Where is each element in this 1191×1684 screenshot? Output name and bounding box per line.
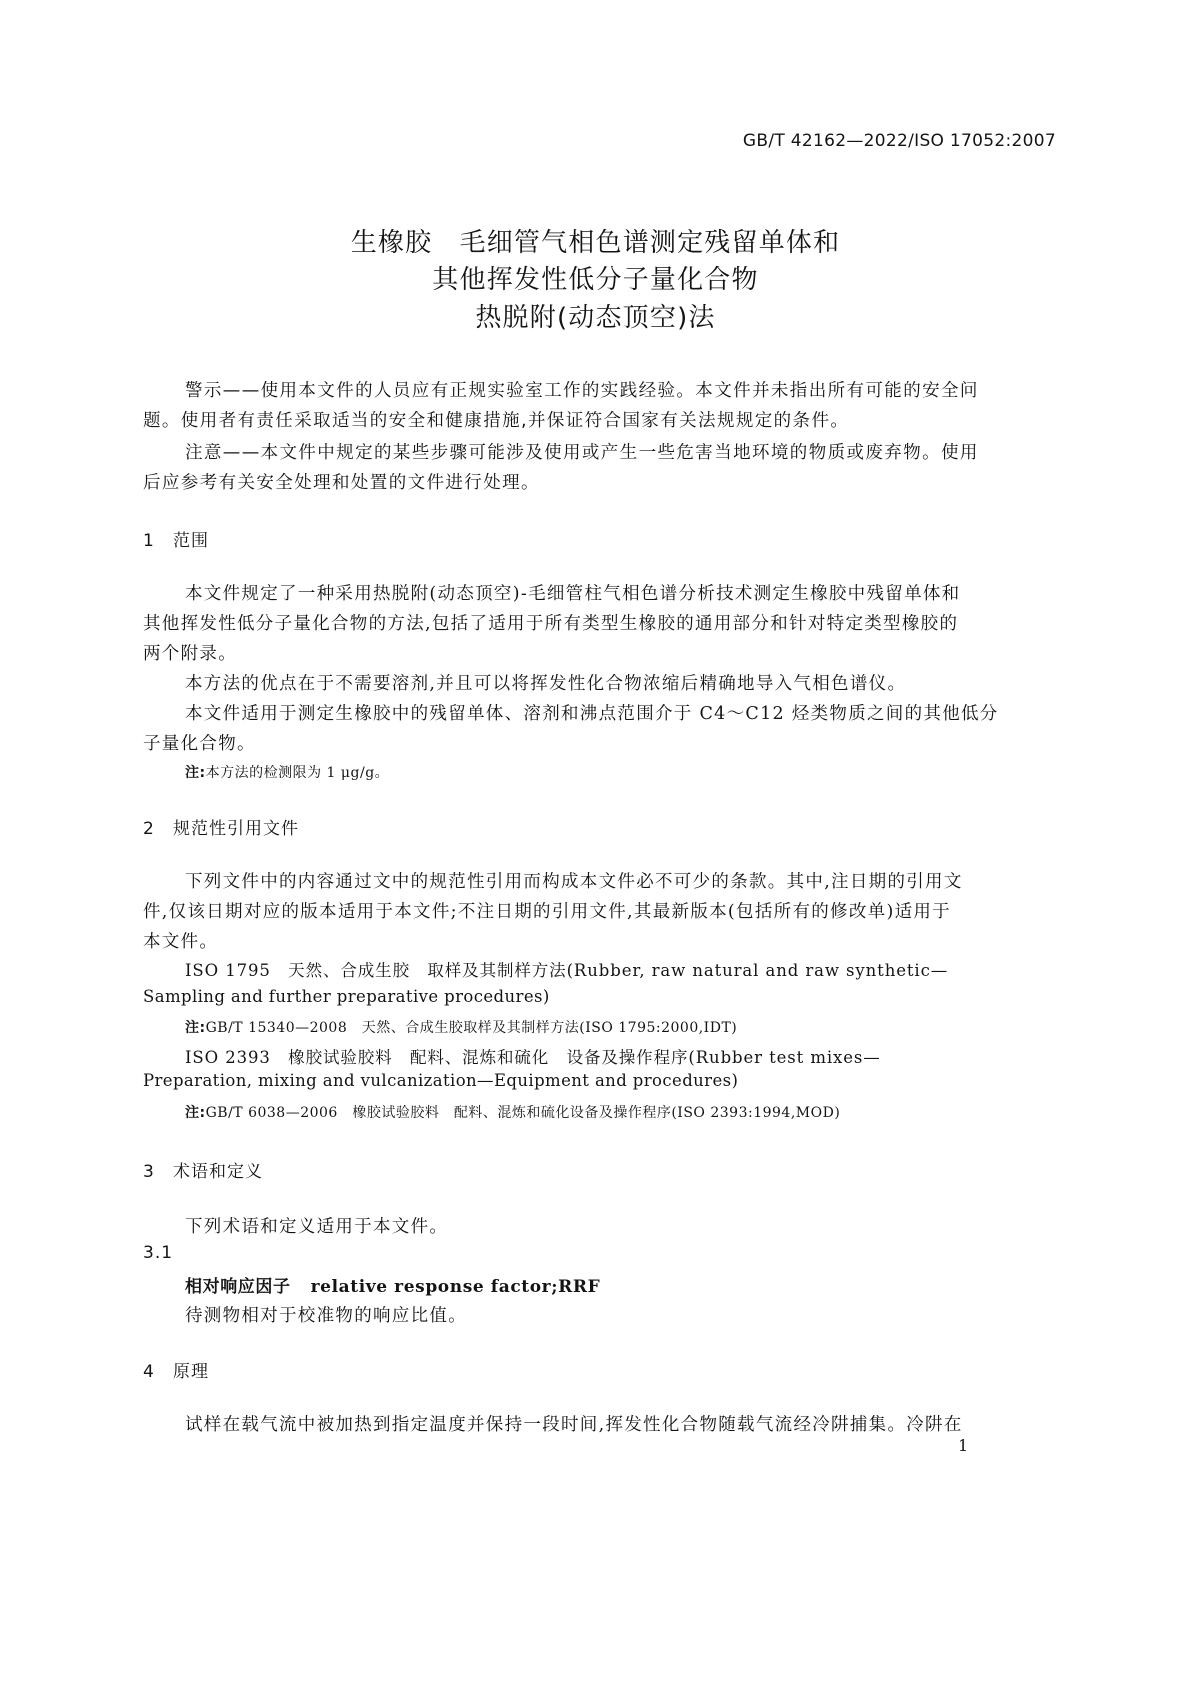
note-text: 本方法的检测限为 1 μg/g。 <box>205 765 390 781</box>
paragraph: 本方法的优点在于不需要溶剂,并且可以将挥发性化合物浓缩后精确地导入气相色谱仪。 <box>185 674 907 694</box>
paragraph: 其他挥发性低分子量化合物的方法,包括了适用于所有类型生橡胶的通用部分和针对特定类型橡胶的 <box>143 614 959 634</box>
section-heading-normative-references <box>143 814 299 839</box>
term-definition: 待测物相对于校准物的响应比值。 <box>185 1306 467 1326</box>
reference-entry: Preparation, mixing and vulcanization—Equipment and procedures) <box>143 1071 739 1090</box>
section-number: 2 <box>143 819 155 839</box>
note <box>185 1102 840 1122</box>
term-english: relative response factor;RRF <box>310 1277 601 1297</box>
note-label: 注: <box>185 1105 206 1121</box>
section-title: 术语和定义 <box>173 1162 263 1182</box>
paragraph: 两个附录。 <box>143 644 237 664</box>
caution-text: 注意——本文件中规定的某些步骤可能涉及使用或产生一些危害当地环境的物质或废弃物。使用 <box>185 443 979 463</box>
paragraph: 本文件适用于测定生橡胶中的残留单体、溶剂和沸点范围介于 C4～C12 烃类物质之间的其他低分 <box>185 704 999 724</box>
paragraph: 子量化合物。 <box>143 734 256 754</box>
section-heading-principle <box>143 1357 209 1382</box>
reference-entry: Sampling and further preparative procedures) <box>143 987 550 1006</box>
note-text: GB/T 15340—2008 天然、合成生胶取样及其制样方法(ISO 1795:2000,IDT) <box>205 1020 738 1036</box>
reference-entry: ISO 1795 天然、合成生胶 取样及其制样方法(Rubber, raw natural and raw synthetic— <box>185 961 949 980</box>
document-title-line-1: 生橡胶 毛细管气相色谱测定残留单体和 <box>350 228 841 258</box>
section-number: 3 <box>143 1162 155 1182</box>
section-heading-scope <box>143 526 209 551</box>
section-title: 范围 <box>173 531 209 551</box>
note-text: GB/T 6038—2006 橡胶试验胶料 配料、混炼和硫化设备及操作程序(ISO 2393:1994,MOD) <box>205 1105 841 1121</box>
document-title-line-2: 其他挥发性低分子量化合物 <box>432 265 759 295</box>
paragraph: 下列文件中的内容通过文中的规范性引用而构成本文件必不可少的条款。其中,注日期的引用文 <box>185 872 963 892</box>
warning-text: 警示——使用本文件的人员应有正规实验室工作的实践经验。本文件并未指出所有可能的安全问 <box>185 381 979 401</box>
note-label: 注: <box>185 765 206 781</box>
paragraph: 试样在载气流中被加热到指定温度并保持一段时间,挥发性化合物随载气流经冷阱捕集。冷阱在 <box>185 1415 963 1435</box>
note <box>185 762 389 782</box>
paragraph: 本文件。 <box>143 932 219 952</box>
term-entry <box>185 1272 600 1297</box>
note-label: 注: <box>185 1020 206 1036</box>
caution-text: 后应参考有关安全处理和处置的文件进行处理。 <box>143 473 540 493</box>
document-title-line-3: 热脱附(动态顶空)法 <box>475 303 716 333</box>
section-heading-terms-and-definitions <box>143 1157 263 1182</box>
reference-entry: ISO 2393 橡胶试验胶料 配料、混炼和硫化 设备及操作程序(Rubber test mixes— <box>185 1048 881 1067</box>
term-chinese: 相对响应因子 <box>185 1277 291 1297</box>
page-number: 1 <box>958 1436 969 1455</box>
section-title: 规范性引用文件 <box>173 819 299 839</box>
section-number: 4 <box>143 1362 155 1382</box>
warning-text: 题。使用者有责任采取适当的安全和健康措施,并保证符合国家有关法规规定的条件。 <box>143 411 850 431</box>
standard-number: GB/T 42162—2022/ISO 17052:2007 <box>742 131 1056 151</box>
note <box>185 1017 737 1037</box>
paragraph: 件,仅该日期对应的版本适用于本文件;不注日期的引用文件,其最新版本(包括所有的修改单)适用于 <box>143 902 951 922</box>
term-number: 3.1 <box>143 1243 174 1263</box>
paragraph: 本文件规定了一种采用热脱附(动态顶空)-毛细管柱气相色谱分析技术测定生橡胶中残留单体和 <box>185 584 961 604</box>
section-title: 原理 <box>173 1362 209 1382</box>
paragraph: 下列术语和定义适用于本文件。 <box>185 1217 449 1237</box>
section-number: 1 <box>143 531 155 551</box>
